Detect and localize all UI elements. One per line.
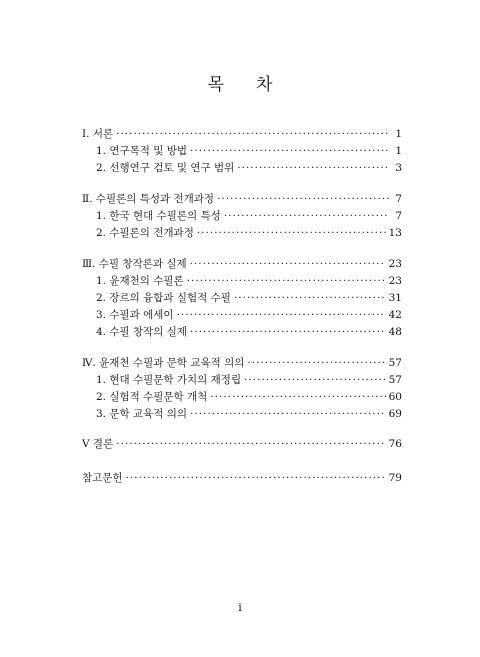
- leader-dots: [187, 275, 386, 288]
- toc-label: Ⅳ. 윤재천 수필과 문학 교육적 의의: [82, 357, 245, 369]
- toc-page-number: 60: [388, 391, 402, 403]
- toc-section-1-2[interactable]: [96, 162, 402, 175]
- page-number-footer: i: [238, 601, 242, 614]
- toc-page-number: 57: [388, 374, 402, 386]
- toc-section-4-1[interactable]: [96, 374, 402, 387]
- toc-label: 1. 현대 수필문학 가치의 재정립: [96, 374, 242, 386]
- leader-dots: [190, 408, 386, 421]
- leader-dots: [244, 374, 386, 387]
- toc-section-4-3[interactable]: [96, 408, 402, 421]
- toc-chapter-5[interactable]: [82, 438, 402, 451]
- toc-page-number: 76: [388, 438, 402, 450]
- title-right: 차: [256, 75, 273, 95]
- toc-section-3-3[interactable]: [96, 309, 402, 322]
- toc-page-number: 7: [395, 210, 402, 222]
- toc-label: 2. 선행연구 검토 및 연구 범위: [96, 162, 235, 174]
- toc-page-number: 1: [395, 128, 402, 140]
- leader-dots: [247, 357, 385, 370]
- toc-section-3-2[interactable]: [96, 292, 402, 305]
- toc-label: 2. 수필론의 전개과정: [96, 227, 194, 239]
- toc-label: 3. 수필과 에세이: [96, 309, 174, 321]
- leader-dots: [237, 162, 389, 175]
- leader-dots: [126, 472, 386, 485]
- toc-label: 참고문헌: [82, 472, 123, 484]
- toc-page-number: 13: [388, 227, 402, 239]
- toc-page-number: 69: [388, 408, 402, 420]
- toc-section-4-2[interactable]: [96, 391, 402, 404]
- leader-dots: [190, 145, 389, 158]
- title-left: 목: [207, 75, 224, 95]
- toc-page-number: 57: [388, 357, 402, 369]
- toc-page-number: 1: [395, 145, 402, 157]
- leader-dots: [190, 258, 386, 271]
- toc-page-number: 31: [388, 292, 402, 304]
- toc-page-number: 7: [395, 193, 402, 205]
- toc-section-2-2[interactable]: [96, 227, 402, 240]
- toc-label: 1. 연구목적 및 방법: [96, 145, 188, 157]
- toc-label: Ⅰ. 서론: [82, 128, 114, 140]
- toc-page-number: 79: [388, 472, 402, 484]
- toc-label: Ⅱ. 수필론의 특성과 전개과정: [82, 193, 215, 205]
- toc-section-2-1[interactable]: [96, 210, 402, 223]
- toc-section-3-4[interactable]: [96, 326, 402, 339]
- leader-dots: [197, 227, 386, 240]
- toc-label: 2. 실험적 수필문학 개척: [96, 391, 208, 403]
- leader-dots: [116, 438, 385, 451]
- toc-section-1-1[interactable]: [96, 145, 402, 158]
- toc-label: 2. 장르의 융합과 실험적 수필: [96, 292, 231, 304]
- toc-chapter-3[interactable]: [82, 258, 402, 271]
- toc-chapter-1[interactable]: [82, 128, 402, 141]
- toc-page-number: 23: [388, 275, 402, 287]
- page-title: [0, 70, 480, 95]
- leader-dots: [217, 193, 389, 206]
- toc-chapter-4[interactable]: [82, 357, 402, 370]
- toc-label: 4. 수필 창작의 실제: [96, 326, 188, 338]
- leader-dots: [116, 128, 389, 141]
- toc-label: 1. 윤재천의 수필론: [96, 275, 184, 287]
- leader-dots: [234, 292, 386, 305]
- toc-page-number: 3: [395, 162, 402, 174]
- leader-dots: [177, 309, 386, 322]
- toc-page-number: 23: [388, 258, 402, 270]
- toc-references[interactable]: [82, 472, 402, 485]
- leader-dots: [190, 326, 386, 339]
- toc-label: 3. 문학 교육적 의의: [96, 408, 188, 420]
- toc-chapter-2[interactable]: [82, 193, 402, 206]
- toc-label: 1. 한국 현대 수필론의 특성: [96, 210, 221, 222]
- toc-label: Ⅴ 결론: [82, 438, 114, 450]
- toc-section-3-1[interactable]: [96, 275, 402, 288]
- toc-page-number: 48: [388, 326, 402, 338]
- leader-dots: [224, 210, 389, 223]
- toc-page-number: 42: [388, 309, 402, 321]
- toc-label: Ⅲ. 수필 창작론과 실제: [82, 258, 187, 270]
- leader-dots: [210, 391, 385, 404]
